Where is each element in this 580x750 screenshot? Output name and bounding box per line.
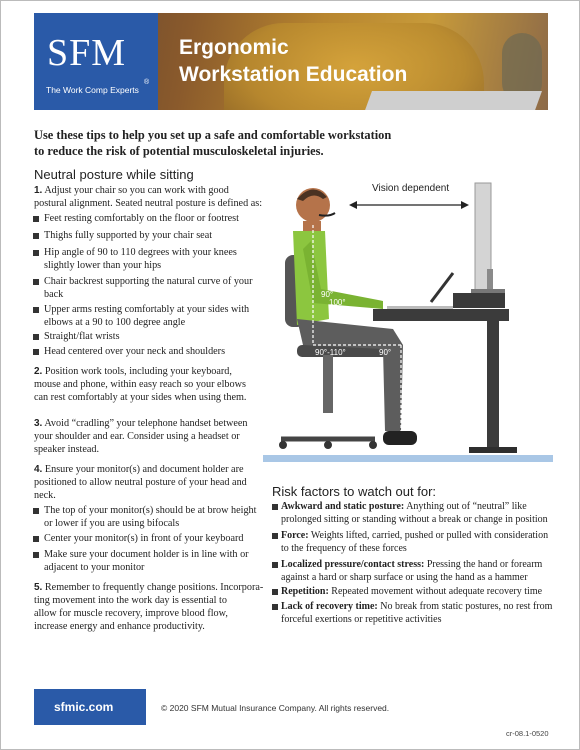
risk-term: Repetition:: [281, 586, 329, 597]
caster: [369, 441, 377, 449]
intro-line-1: Use these tips to help you set up a safe and comfortable workstation: [34, 128, 392, 142]
intro-line-2: to reduce the risk of potential musculoskeletal injuries.: [34, 144, 324, 158]
risk-text: Anything out of “neutral” like: [404, 501, 527, 512]
title-line-1: Ergonomic: [179, 36, 289, 59]
bullet-square-icon: [33, 279, 39, 285]
tip-4: [34, 463, 247, 502]
knee-angle-label: 90°: [379, 348, 392, 357]
bullet-line: Straight/flat wrists: [44, 331, 120, 342]
risk-item: [281, 500, 548, 526]
tip-5-line: allow for muscle recovery, improve blood flow,: [34, 608, 228, 619]
tip-4-line: positioned to allow neutral posture of your head and: [34, 477, 247, 488]
tip-5-line: increase energy and enhance productivity.: [34, 621, 205, 632]
bullet-square-icon: [33, 216, 39, 222]
neutral-posture-heading: Neutral posture while sitting: [34, 167, 194, 182]
tip-3: [34, 417, 248, 456]
bullet-square-icon: [33, 552, 39, 558]
bullet-square-icon: [272, 533, 278, 539]
tip-5-number: 5.: [34, 582, 43, 593]
risk-text: Pressing the hand or forearm: [424, 559, 543, 570]
bullet-line: Hip angle of 90 to 110 degrees with your knees: [44, 247, 237, 258]
person-shoe: [383, 431, 417, 445]
desk-leg: [487, 319, 499, 449]
risk-text: forceful exertions or repetitive activities: [281, 614, 442, 625]
tip-4-number: 4.: [34, 464, 43, 475]
caster: [279, 441, 287, 449]
logo-registered: ®: [144, 79, 150, 86]
chair-post: [323, 355, 333, 413]
risk-item: [281, 600, 552, 626]
bullet-line: Feet resting comfortably on the floor or footrest: [44, 213, 239, 224]
bullet-item: [44, 275, 253, 301]
bullet-line: Upper arms resting comfortably at your sides with: [44, 304, 250, 315]
footer-url-box: [34, 689, 146, 725]
elbow-angle-label-a: 90°: [321, 290, 334, 299]
bullet-square-icon: [33, 233, 39, 239]
bullet-square-icon: [33, 349, 39, 355]
hip-angle-label: 90°-110°: [315, 348, 346, 357]
tip-1: [34, 184, 262, 210]
tip-5-line: Remember to frequently change positions. Incorpora-: [44, 582, 264, 593]
tip-3-line: your shoulder and ear. Consider using a headset or: [34, 431, 240, 442]
caster: [324, 441, 332, 449]
tip-1-line: Adjust your chair so you can work with good: [44, 185, 229, 196]
bullet-item: [44, 246, 237, 272]
website-link[interactable]: sfmic.com: [54, 700, 114, 714]
bullet-square-icon: [33, 307, 39, 313]
bullet-line: Center your monitor(s) in front of your keyboard: [44, 533, 244, 544]
logo-tagline: The Work Comp Experts: [46, 85, 139, 95]
bullet-line: Thighs fully supported by your chair seat: [44, 230, 213, 241]
tip-2: [34, 365, 246, 404]
floor: [263, 455, 553, 462]
logo-text: SFM: [47, 32, 127, 74]
copyright-text: © 2020 SFM Mutual Insurance Company. All rights reserved.: [161, 703, 390, 713]
elbow-angle-label-b: 100°: [329, 298, 346, 307]
bullet-line: back: [44, 289, 64, 300]
keyboard: [387, 306, 453, 309]
tip-3-line: Avoid “cradling” your telephone handset between: [44, 418, 248, 429]
bullet-square-icon: [272, 589, 278, 595]
page-title: [179, 34, 407, 88]
bullet-square-icon: [33, 250, 39, 256]
risk-text: to the frequency of these forces: [281, 543, 407, 554]
risk-term: Awkward and static posture:: [281, 501, 405, 512]
sfm-logo: [34, 13, 158, 110]
risk-term: Force:: [281, 530, 309, 541]
tip-1-line: postural alignment. Seated neutral posture is defined as:: [34, 198, 263, 209]
footer: [34, 689, 548, 725]
tip-5: [34, 581, 263, 633]
risk-item: [281, 529, 548, 555]
bullet-line: Head centered over your neck and shoulders: [44, 346, 226, 357]
tip-3-line: speaker instead.: [34, 444, 100, 455]
risk-item: [281, 585, 542, 598]
title-line-2: Workstation Education: [179, 63, 408, 86]
tip-1-number: 1.: [34, 185, 43, 196]
document-number: cr-08.1-0520: [506, 729, 549, 738]
bullet-line: The top of your monitor(s) should be at brow height: [44, 505, 257, 516]
tip-4-line: Ensure your monitor(s) and document holder are: [44, 464, 244, 475]
bullet-item: [44, 212, 239, 225]
bullet-line: adjacent to your monitor: [44, 562, 145, 573]
bullet-square-icon: [33, 334, 39, 340]
bullet-square-icon: [272, 562, 278, 568]
tip-2-line: mouse and phone, within easy reach so your elbows: [34, 379, 246, 390]
tip-2-number: 2.: [34, 366, 43, 377]
person-neck: [303, 221, 321, 231]
risk-text: Repeated movement without adequate recovery time: [328, 586, 543, 597]
arrow-left-icon: [349, 201, 357, 209]
arrow-right-icon: [461, 201, 469, 209]
risk-text: No break from static postures, no rest from: [377, 601, 553, 612]
risk-factors-heading: Risk factors to watch out for:: [272, 484, 437, 499]
bullet-item: [44, 303, 249, 329]
bullet-item: [44, 504, 257, 530]
bullet-item: [44, 532, 243, 545]
workstation-illustration: [263, 169, 553, 469]
bullet-item: [44, 345, 225, 358]
vision-label: Vision dependent: [372, 183, 450, 194]
desk-foot: [469, 447, 517, 453]
bullet-line: slightly lower than your hips: [44, 260, 162, 271]
bullet-square-icon: [272, 604, 278, 610]
bullet-line: Make sure your document holder is in line with or: [44, 549, 249, 560]
risk-text: prolonged sitting or standing without a break or change in position: [281, 514, 548, 525]
bullet-square-icon: [33, 508, 39, 514]
bullet-item: [44, 330, 120, 343]
risk-text: Weights lifted, carried, pushed or pulled with consideration: [308, 530, 549, 541]
bullet-item: [44, 548, 249, 574]
bullet-line: or lower if you are using bifocals: [44, 518, 180, 529]
photo-laptop: [364, 91, 542, 110]
intro-text: [34, 127, 534, 159]
risk-term: Lack of recovery time:: [281, 601, 378, 612]
riser: [453, 293, 505, 308]
tip-2-line: Position work tools, including your keyboard,: [44, 366, 232, 377]
tip-2-line: can rest comfortably at your sides when using them.: [34, 392, 247, 403]
tip-3-number: 3.: [34, 418, 43, 429]
tip-4-line: neck.: [34, 490, 56, 501]
risk-term: Localized pressure/contact stress:: [281, 559, 425, 570]
bullet-square-icon: [33, 536, 39, 542]
bullet-item: [44, 229, 212, 242]
bullet-square-icon: [272, 504, 278, 510]
laptop-screen: [431, 273, 453, 302]
risk-text: against a hard or sharp surface or using the hand as a hammer: [281, 572, 528, 583]
bullet-line: elbows at a 90 to 100 degree angle: [44, 317, 186, 328]
bullet-line: Chair backrest supporting the natural curve of your: [44, 276, 253, 287]
tip-5-line: ting movement into the work day is essential to: [34, 595, 227, 606]
risk-item: [281, 558, 542, 584]
